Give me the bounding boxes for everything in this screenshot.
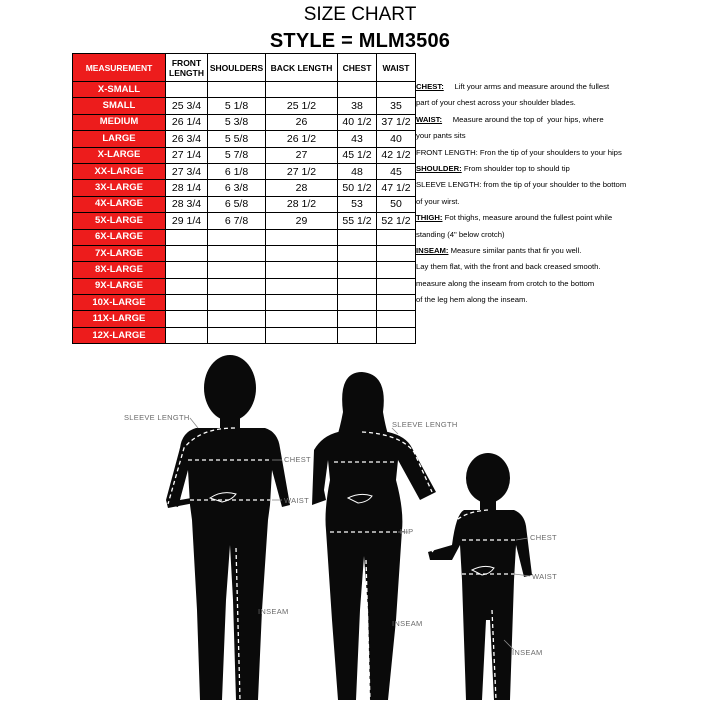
table-cell (166, 82, 208, 98)
measurement-notes (416, 79, 716, 309)
table-cell (338, 278, 377, 294)
table-cell: 27 1/2 (266, 163, 338, 179)
man-inseam-label: INSEAM (258, 607, 289, 616)
chart-title: SIZE CHART (303, 4, 417, 25)
note-line: of your wirst. (416, 196, 460, 206)
table-cell (266, 82, 338, 98)
table-row (73, 82, 416, 98)
table-cell: 53 (338, 196, 377, 212)
table-cell (166, 295, 208, 311)
table-cell: 26 1/2 (266, 131, 338, 147)
table-cell: 47 1/2 (377, 180, 416, 196)
table-cell: 50 1/2 (338, 180, 377, 196)
woman-sleeve-label: SLEEVE LENGTH (392, 420, 458, 429)
table-cell: 28 (266, 180, 338, 196)
table-cell (208, 245, 266, 261)
table-cell (266, 295, 338, 311)
table-row (73, 98, 416, 114)
table-cell (266, 327, 338, 343)
size-label-cell: 10X-LARGE (73, 295, 166, 311)
table-cell (266, 229, 338, 245)
table-cell: 5 5/8 (208, 131, 266, 147)
table-cell: 6 3/8 (208, 180, 266, 196)
size-label-cell: X-LARGE (73, 147, 166, 163)
man-sleeve-label: SLEEVE LENGTH (124, 413, 190, 422)
size-label-cell: 7X-LARGE (73, 245, 166, 261)
table-cell: 48 (338, 163, 377, 179)
table-cell: 27 3/4 (166, 163, 208, 179)
size-table (72, 53, 416, 344)
note-line: standing (4" below crotch) (416, 229, 505, 239)
note-line: of the leg hem along the inseam. (416, 295, 528, 305)
table-cell: 55 1/2 (338, 213, 377, 229)
table-body (73, 82, 416, 344)
table-cell (166, 311, 208, 327)
table-cell (377, 278, 416, 294)
size-label-cell: 5X-LARGE (73, 213, 166, 229)
table-cell (377, 311, 416, 327)
table-cell (338, 82, 377, 98)
table-cell (338, 295, 377, 311)
table-cell: 40 (377, 131, 416, 147)
table-cell: 25 3/4 (166, 98, 208, 114)
table-cell: 28 1/4 (166, 180, 208, 196)
table-cell: 42 1/2 (377, 147, 416, 163)
table-cell (208, 262, 266, 278)
table-cell: 29 1/4 (166, 213, 208, 229)
table-cell (208, 278, 266, 294)
table-header-row (73, 54, 416, 82)
table-cell (338, 311, 377, 327)
header-waist: WAIST (377, 54, 416, 82)
table-cell: 38 (338, 98, 377, 114)
table-cell: 45 1/2 (338, 147, 377, 163)
man-chest-label: CHEST (284, 455, 311, 464)
note-line: part of your chest across your shoulder blades. (416, 98, 576, 108)
table-cell: 45 (377, 163, 416, 179)
man-waist-label: WAIST (284, 496, 309, 505)
table-cell (166, 278, 208, 294)
table-cell (208, 229, 266, 245)
table-cell: 27 (266, 147, 338, 163)
table-cell (338, 245, 377, 261)
note-thigh-label: THIGH: (416, 213, 443, 223)
table-cell: 50 (377, 196, 416, 212)
table-cell: 27 1/4 (166, 147, 208, 163)
table-cell (208, 295, 266, 311)
child-silhouette (428, 453, 532, 700)
table-row (73, 180, 416, 196)
note-thigh-text: Fot thighs, measure around the fullest point while (442, 213, 613, 223)
table-row (73, 327, 416, 343)
size-label-cell: 11X-LARGE (73, 311, 166, 327)
size-label-cell: X-SMALL (73, 82, 166, 98)
table-row (73, 262, 416, 278)
table-cell (377, 82, 416, 98)
table-cell: 40 1/2 (338, 114, 377, 130)
table-cell (208, 311, 266, 327)
table-row (73, 278, 416, 294)
note-front-length: FRONT LENGTH: Fron the tip of your shoulders to your hips (416, 147, 622, 157)
table-cell (208, 82, 266, 98)
style-number: STYLE = MLM3506 (269, 30, 451, 52)
size-label-cell: SMALL (73, 98, 166, 114)
header-measurement: MEASUREMENT (73, 54, 166, 82)
header-back-length: BACK LENGTH (266, 54, 338, 82)
size-label-cell: 4X-LARGE (73, 196, 166, 212)
size-label-cell: LARGE (73, 131, 166, 147)
child-inseam-label: INSEAM (512, 648, 543, 657)
measurement-figures (0, 350, 720, 720)
table-row (73, 147, 416, 163)
table-cell: 25 1/2 (266, 98, 338, 114)
size-label-cell: 8X-LARGE (73, 262, 166, 278)
table-row (73, 311, 416, 327)
table-cell: 29 (266, 213, 338, 229)
table-cell (377, 229, 416, 245)
table-cell: 28 3/4 (166, 196, 208, 212)
table-cell (338, 327, 377, 343)
table-cell (266, 278, 338, 294)
note-chest-text: Lift your arms and measure around the fullest (443, 82, 610, 91)
table-cell: 5 3/8 (208, 114, 266, 130)
note-line (416, 161, 716, 177)
table-cell (377, 245, 416, 261)
table-cell (166, 262, 208, 278)
table-row (73, 196, 416, 212)
size-label-cell: 6X-LARGE (73, 229, 166, 245)
table-cell (266, 311, 338, 327)
table-cell (166, 327, 208, 343)
table-row (73, 245, 416, 261)
note-inseam-text: Measure similar pants that fir you well. (448, 246, 582, 256)
note-sleeve-length: SLEEVE LENGTH: from the tip of your shoulder to the bottom (416, 180, 627, 190)
note-inseam-label: INSEAM: (416, 246, 449, 256)
table-cell (377, 262, 416, 278)
table-row (73, 114, 416, 130)
table-cell (266, 245, 338, 261)
table-cell (266, 262, 338, 278)
table-row (73, 163, 416, 179)
table-cell: 52 1/2 (377, 213, 416, 229)
child-waist-label: WAIST (532, 572, 557, 581)
note-line: your pants sits (416, 131, 466, 141)
table-cell: 5 1/8 (208, 98, 266, 114)
table-cell: 5 7/8 (208, 147, 266, 163)
table-cell: 6 1/8 (208, 163, 266, 179)
note-line: Lay them flat, with the front and back creased smooth. (416, 262, 601, 272)
size-label-cell: MEDIUM (73, 114, 166, 130)
table-cell: 26 (266, 114, 338, 130)
table-row (73, 229, 416, 245)
woman-hip-label: HIP (400, 527, 414, 536)
header-shoulders: SHOULDERS (208, 54, 266, 82)
table-row (73, 295, 416, 311)
note-line (416, 112, 716, 128)
size-label-cell: 3X-LARGE (73, 180, 166, 196)
table-cell (377, 295, 416, 311)
note-shoulder-text: From shoulder top to should tip (461, 164, 570, 174)
table-cell: 6 5/8 (208, 196, 266, 212)
size-label-cell: XX-LARGE (73, 163, 166, 179)
table-cell (208, 327, 266, 343)
table-row (73, 131, 416, 147)
woman-inseam-label: INSEAM (392, 619, 423, 628)
table-cell (338, 262, 377, 278)
note-line: measure along the inseam from crotch to the bottom (416, 278, 595, 288)
size-label-cell: 9X-LARGE (73, 278, 166, 294)
note-line (416, 210, 716, 226)
table-cell: 37 1/2 (377, 114, 416, 130)
table-cell: 26 1/4 (166, 114, 208, 130)
man-silhouette (166, 355, 290, 700)
table-cell: 35 (377, 98, 416, 114)
child-chest-label: CHEST (530, 533, 557, 542)
table-cell: 43 (338, 131, 377, 147)
note-waist-text: Measure around the top of your hips, where (442, 114, 604, 124)
note-waist-label: WAIST: (416, 114, 443, 124)
table-cell (166, 245, 208, 261)
table-cell: 6 7/8 (208, 213, 266, 229)
table-cell (338, 229, 377, 245)
note-shoulder-label: SHOULDER: (416, 164, 462, 174)
table-cell: 26 3/4 (166, 131, 208, 147)
size-label-cell: 12X-LARGE (73, 327, 166, 343)
note-line (416, 243, 716, 259)
table-cell (166, 229, 208, 245)
header-front-length: FRONT LENGTH (166, 54, 208, 82)
note-chest-label: CHEST: (416, 82, 444, 91)
table-cell: 28 1/2 (266, 196, 338, 212)
header-chest: CHEST (338, 54, 377, 82)
note-line (416, 79, 716, 95)
table-row (73, 213, 416, 229)
table-cell (377, 327, 416, 343)
